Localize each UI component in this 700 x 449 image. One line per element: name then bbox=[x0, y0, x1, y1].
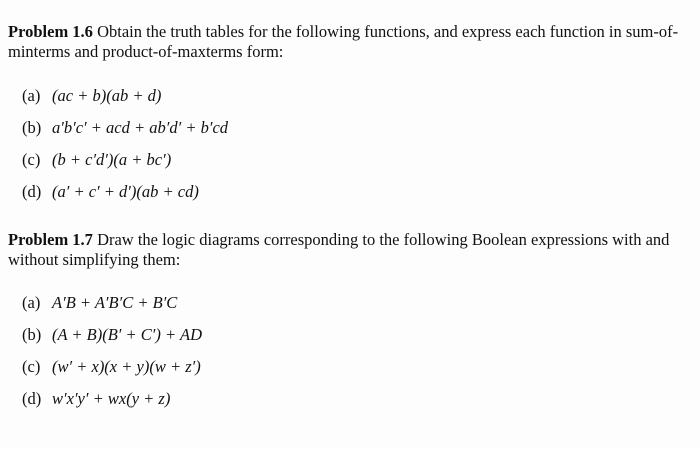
part-label: (d) bbox=[22, 182, 42, 201]
part-d bbox=[22, 182, 692, 214]
problem-label: Problem 1.7 bbox=[8, 230, 93, 249]
part-expression: (a′ + c′ + d′)(ab + cd) bbox=[52, 182, 199, 201]
part-label: (a) bbox=[22, 86, 41, 105]
part-expression: (ac + b)(ab + d) bbox=[52, 86, 162, 105]
problem-1-7 bbox=[8, 230, 692, 421]
part-expression: A′B + A′B′C + B′C bbox=[52, 293, 178, 312]
part-expression: a′b′c′ + acd + ab′d′ + b′cd bbox=[52, 118, 229, 137]
part-c bbox=[22, 357, 692, 389]
problem-statement bbox=[8, 230, 692, 270]
problem-1-6 bbox=[8, 22, 692, 214]
problem-label: Problem 1.6 bbox=[8, 22, 93, 41]
part-a bbox=[22, 293, 692, 325]
part-b bbox=[22, 325, 692, 357]
part-label: (a) bbox=[22, 293, 41, 312]
problem-parts bbox=[8, 86, 692, 214]
part-expression: w′x′y′ + wx(y + z) bbox=[52, 389, 171, 408]
part-label: (b) bbox=[22, 118, 42, 137]
problem-text: Draw the logic diagrams corresponding to the following Boolean expressions with and without simplifying them: bbox=[8, 230, 670, 269]
part-b bbox=[22, 118, 692, 150]
part-label: (c) bbox=[22, 357, 41, 376]
part-c bbox=[22, 150, 692, 182]
problem-statement bbox=[8, 22, 692, 62]
problem-parts bbox=[8, 293, 692, 421]
problem-text: Obtain the truth tables for the following functions, and express each function in sum-of-minterms and product-of-maxterms form: bbox=[8, 22, 679, 61]
part-label: (b) bbox=[22, 325, 42, 344]
part-label: (d) bbox=[22, 389, 42, 408]
part-expression: (w′ + x)(x + y)(w + z′) bbox=[52, 357, 201, 376]
part-expression: (b + c′d′)(a + bc′) bbox=[52, 150, 172, 169]
part-d bbox=[22, 389, 692, 421]
part-expression: (A + B)(B′ + C′) + AD bbox=[52, 325, 202, 344]
part-label: (c) bbox=[22, 150, 41, 169]
part-a bbox=[22, 86, 692, 118]
